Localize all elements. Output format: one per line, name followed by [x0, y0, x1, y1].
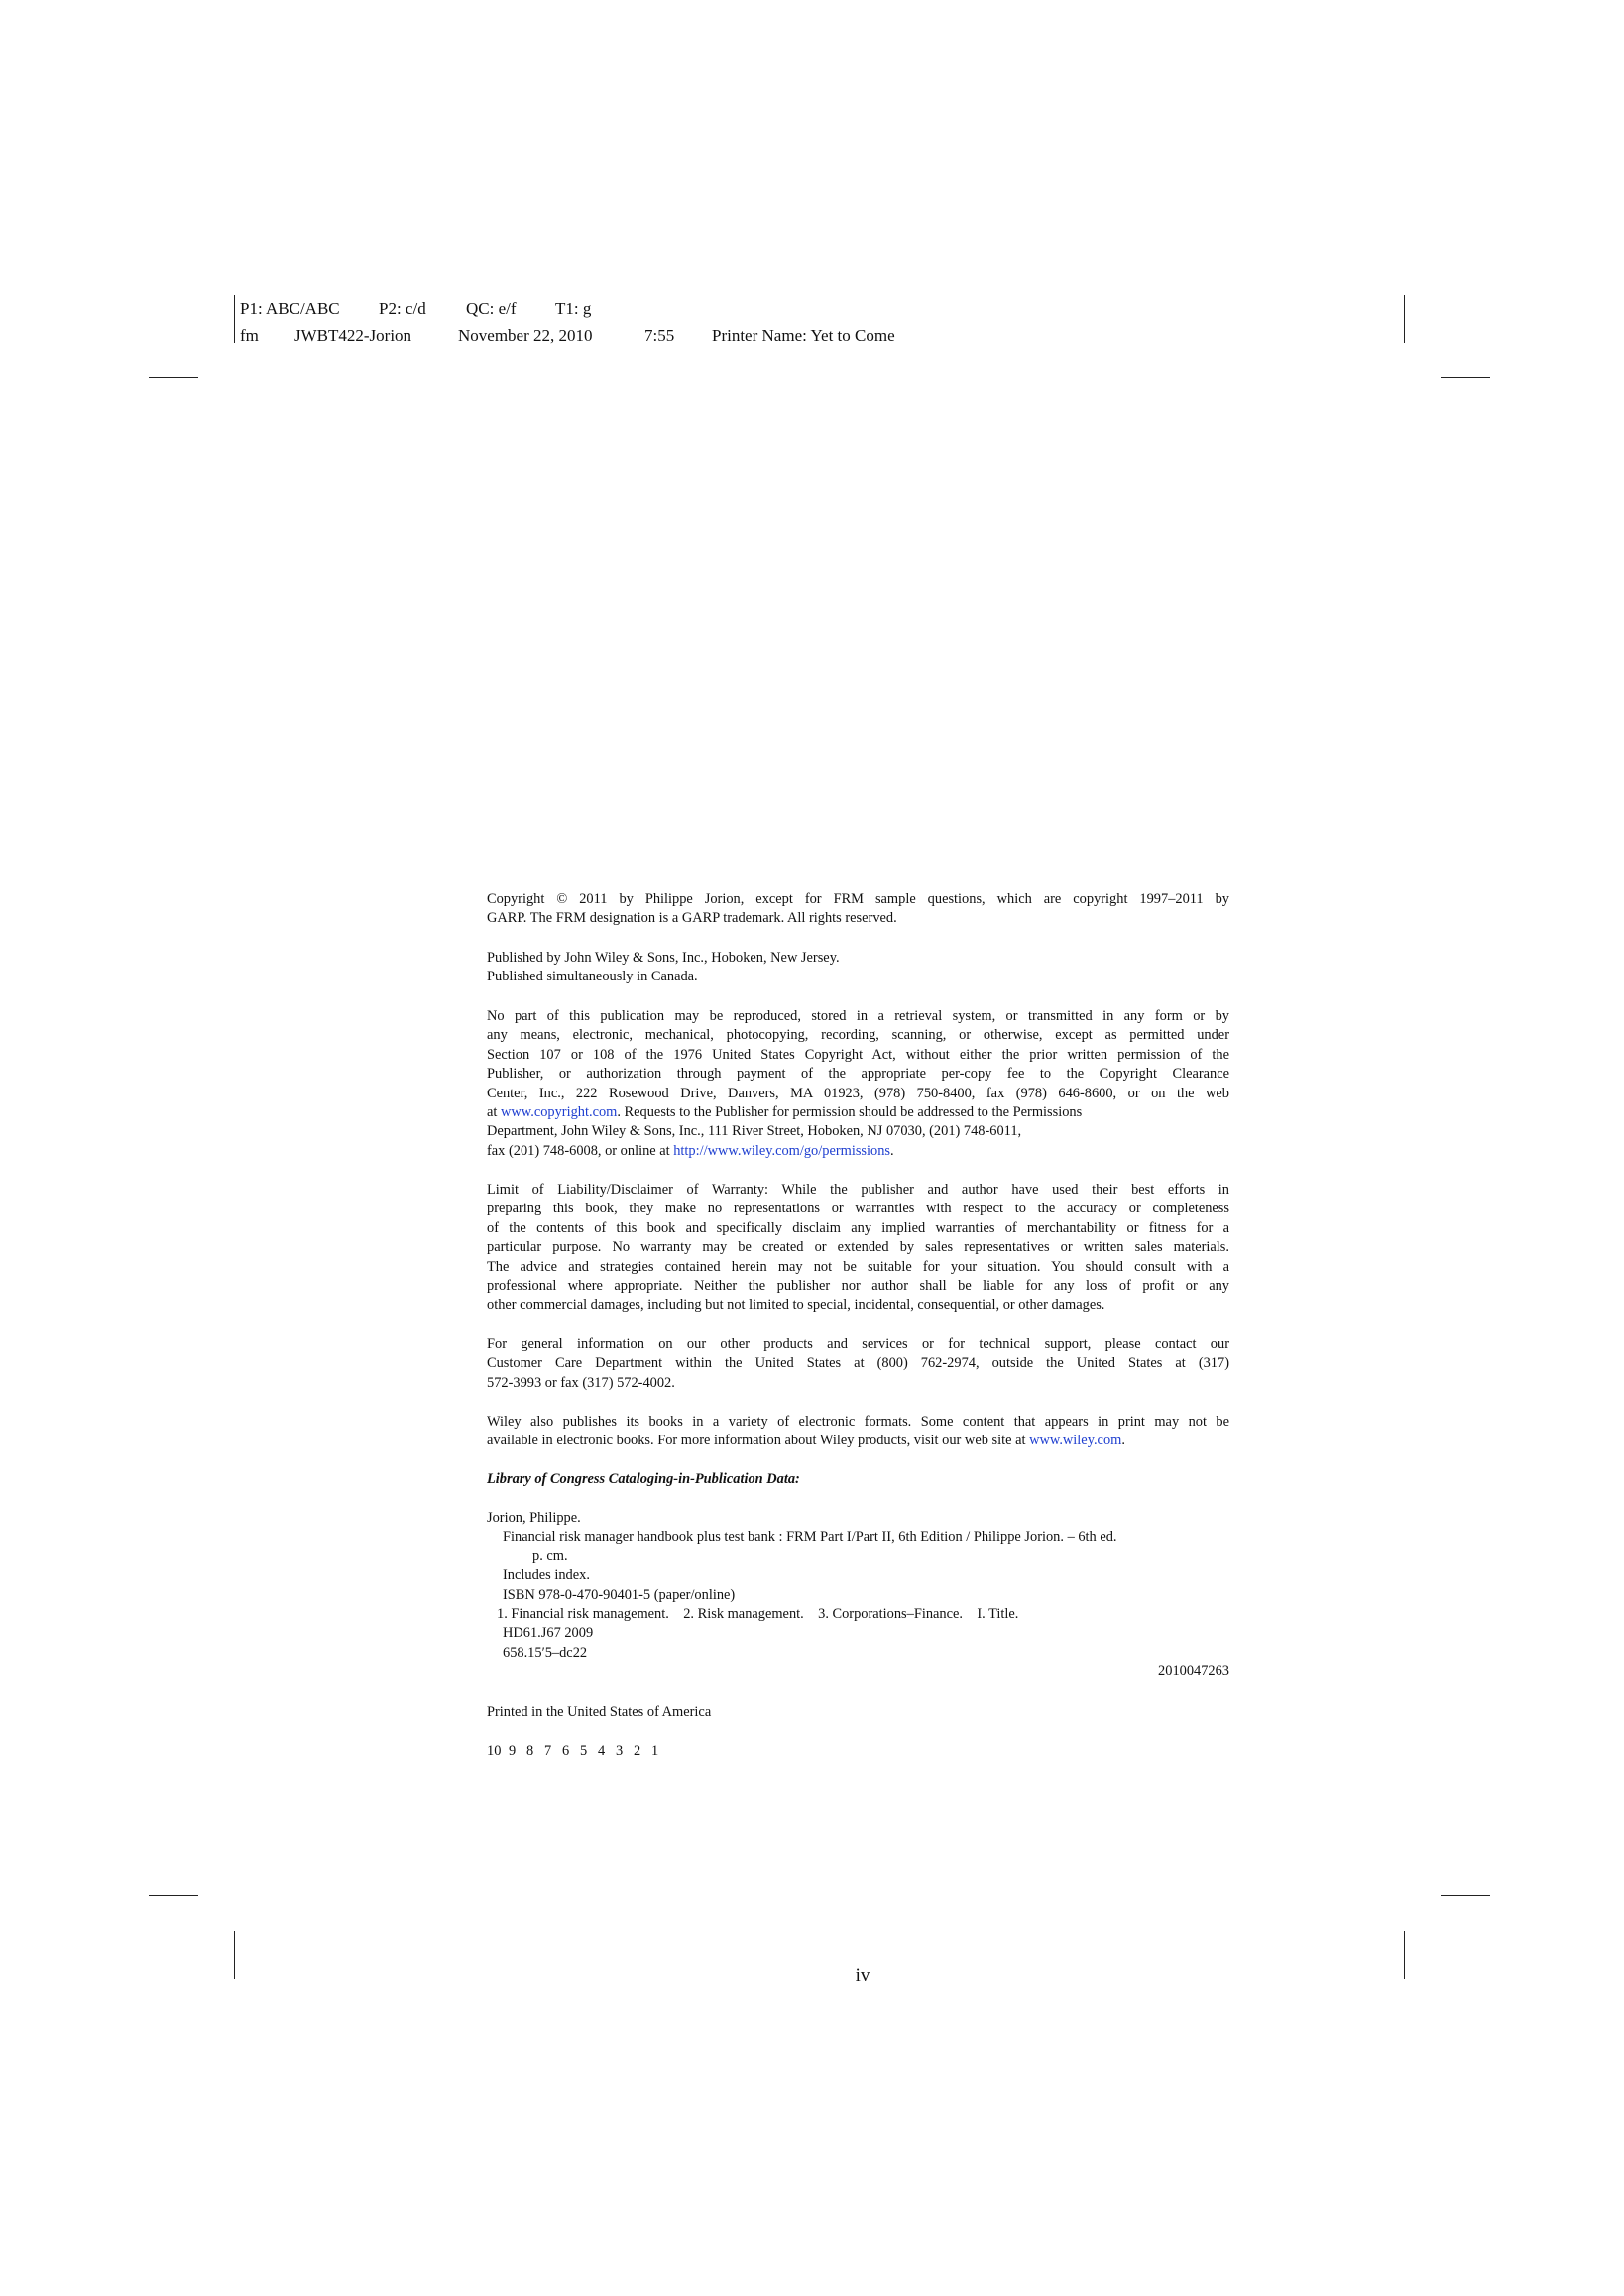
wiley-com-link[interactable]: www.wiley.com	[1029, 1433, 1122, 1449]
slug-time: 7:55	[644, 326, 675, 345]
crop-mark-top-right	[1404, 295, 1405, 343]
copyright-notice: Copyright © 2011 by Philippe Jorion, except for FRM sample questions, which are copyright 1997–2011 by GARP. The FRM designation is a GARP trademark. All rights reserved.	[487, 891, 1229, 927]
general-information: For general information on our other products and services or for technical support, please contact our Customer Care Department within the United States at (800) 762-2974, outside the United States at (317) 572-3993 or fax (317) 572-4002.	[487, 1336, 1229, 1391]
electronic-formats-notice: Wiley also publishes its books in a variety of electronic formats. Some content that appears in print may not be available in electronic books. For more information about Wiley products, visit our web site at www.wiley.com.	[487, 1414, 1229, 1449]
slug-t1: T1: g	[555, 299, 592, 318]
crop-mark-bottom-right	[1404, 1931, 1405, 1979]
wiley-permissions-link[interactable]: http://www.wiley.com/go/permissions	[673, 1142, 891, 1159]
crop-mark-top-left	[234, 295, 235, 343]
copyright-com-link[interactable]: www.copyright.com	[500, 1103, 618, 1120]
slug-job: JWBT422-Jorion	[294, 326, 412, 345]
crop-mark-left-upper	[149, 377, 198, 378]
printed-in: Printed in the United States of America	[487, 1704, 712, 1720]
liability-disclaimer: Limit of Liability/Disclaimer of Warranty: While the publisher and author have used their best efforts in preparing this book, they make no representations or warranties with respect to the accuracy or completeness of the contents of this book and specifically disclaim any implied warranties of merchantability or fitness for a particular purpose. No warranty may be created or extended by sales representatives or written sales materials. The advice and strategies contained herein may not be suitable for your situation. You should consult with a professional where appropriate. Neither the publisher nor author shall be liable for any loss of profit or any other commercial damages, including but not limited to special, incidental, consequential, or other damages.	[487, 1182, 1229, 1314]
crop-mark-bottom-left	[234, 1931, 235, 1979]
printing-number-line: 10 9 8 7 6 5 4 3 2 1	[487, 1743, 659, 1759]
slug-fm: fm	[240, 326, 259, 345]
slug-date: November 22, 2010	[458, 326, 593, 345]
permissions-notice: No part of this publication may be reproduced, stored in a retrieval system, or transmitted in any form or by any means, electronic, mechanical, photocopying, recording, scanning, or otherwise, except as permitted under Section 107 or 108 of the 1976 United States Copyright Act, without either the prior written permission of the Publisher, or authorization through payment of the appropriate per-copy fee to the Copyright Clearance Center, Inc., 222 Rosewood Drive, Danvers, MA 01923, (978) 750-8400, fax (978) 646-8600, or on the web at www.copyright.com. Requests to the Publisher for permission should be addressed to the Permissions Department, John Wiley & Sons, Inc., 111 River Street, Hoboken, NJ 07030, (201) 748-6011, fax (201) 748-6008, or online at http://www.wiley.com/go/permissions.	[487, 1008, 1229, 1159]
publisher-notice: Published by John Wiley & Sons, Inc., Hoboken, New Jersey. Published simultaneously in Canada.	[487, 950, 840, 985]
page-number: iv	[855, 1965, 870, 1986]
slug-p1: P1: ABC/ABC	[240, 299, 340, 318]
cip-record: Jorion, Philippe. Financial risk manager handbook plus test bank : FRM Part I/Part II, 6th Edition / Philippe Jorion. – 6th ed. p. cm. Includes index. ISBN 978-0-470-90401-5 (paper/online) 1. Financial risk management. 2. Risk management. 3. Corporations–Finance. I. Title. HD61.J67 2009 658.15′5–dc22 2010047263	[487, 1510, 1229, 1680]
crop-mark-left-lower	[149, 1895, 198, 1896]
cip-heading: Library of Congress Cataloging-in-Publication Data:	[487, 1471, 800, 1487]
slug-printer: Printer Name: Yet to Come	[712, 326, 895, 345]
slug-p2: P2: c/d	[379, 299, 426, 318]
crop-mark-right-upper	[1441, 377, 1490, 378]
slug-qc: QC: e/f	[466, 299, 517, 318]
crop-mark-right-lower	[1441, 1895, 1490, 1896]
slug-line-2	[240, 326, 895, 465]
